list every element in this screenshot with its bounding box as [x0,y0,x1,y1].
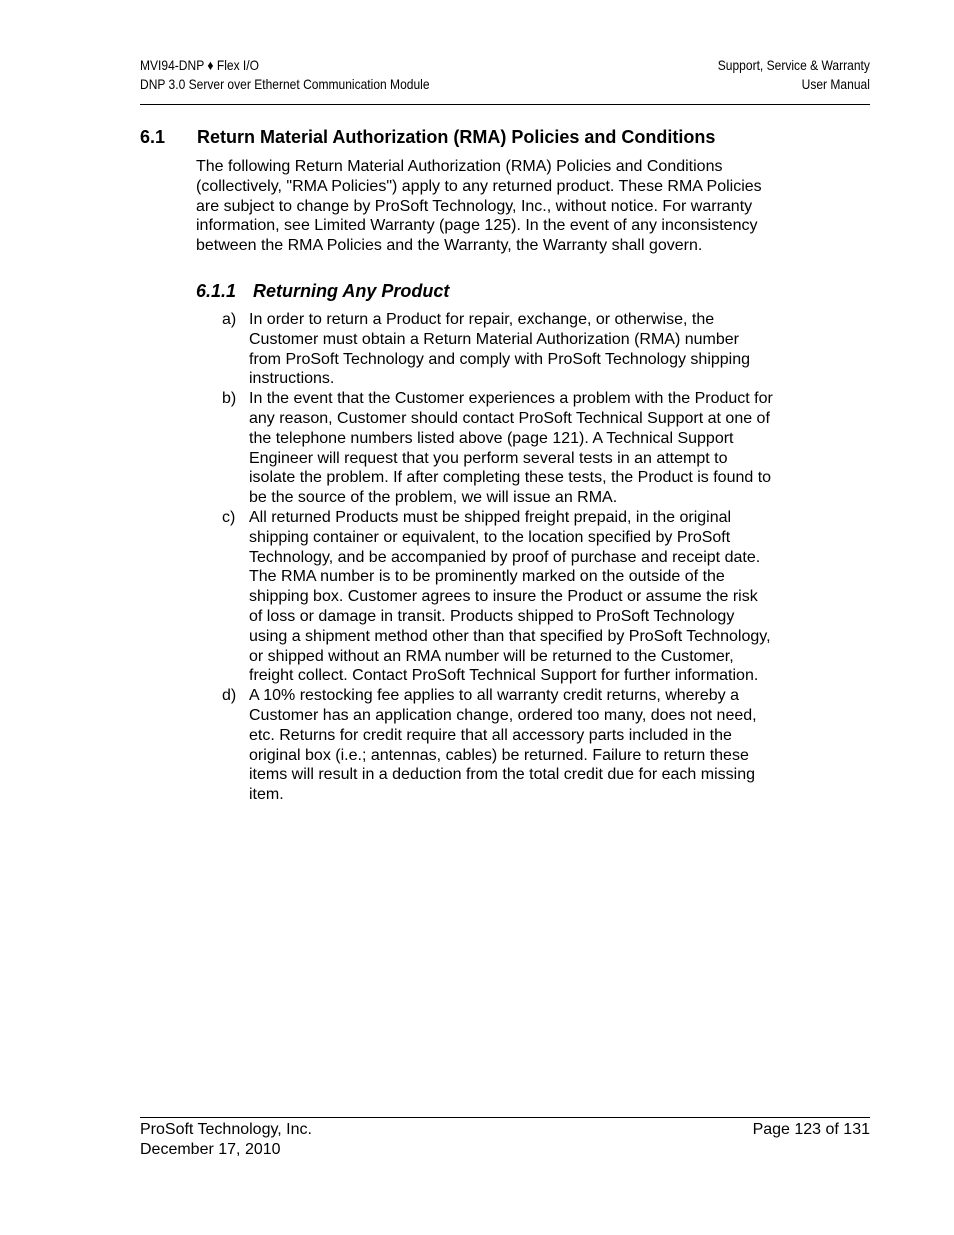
section-intro [196,157,836,256]
item-line: using a shipment method other than that specified by ProSoft Technology, [249,627,771,645]
list-item [222,508,822,686]
section-heading [140,126,870,148]
section-title: Return Material Authorization (RMA) Policies and Conditions [197,127,716,147]
item-line: In the event that the Customer experiences a problem with the Product for [249,390,773,408]
item-line: or shipped without an RMA number will be returned to the Customer, [249,647,734,665]
intro-line: The following Return Material Authorization (RMA) Policies and Conditions [196,158,723,175]
item-line: etc. Returns for credit require that all accessory parts included in the [249,726,732,744]
item-line: of loss or damage in transit. Products shipped to ProSoft Technology [249,607,735,625]
item-line: isolate the problem. If after completing these tests, the Product is found to [249,469,772,487]
list-marker: a) [222,311,237,328]
intro-line: between the RMA Policies and the Warranty, the Warranty shall govern. [196,237,703,255]
returns-list [222,310,822,805]
item-line: freight collect. Contact ProSoft Technical Support for further information. [249,667,759,685]
item-line: A 10% restocking fee applies to all warranty credit returns, whereby a [249,687,740,705]
page-number: Page 123 of 131 [752,1121,870,1138]
footer-company: ProSoft Technology, Inc. [140,1121,312,1138]
page-footer [140,1117,870,1159]
footer-date: December 17, 2010 [140,1140,281,1158]
item-line: the telephone numbers listed above (page 121). A Technical Support [249,429,734,447]
item-line: Customer must obtain a Return Material Authorization (RMA) number [249,330,739,348]
list-marker: c) [222,508,236,526]
list-marker: b) [222,390,237,408]
header-left [140,56,430,94]
intro-line: (collectively, "RMA Policies") apply to any returned product. These RMA Policies [196,177,762,195]
header-product: MVI94-DNP ♦ Flex I/O [140,57,259,73]
item-line: original box (i.e.; antennas, cables) be returned. Failure to return these [249,746,749,764]
list-marker: d) [222,687,237,705]
item-line: be the source of the problem, we will issue an RMA. [249,489,618,507]
item-line: All returned Products must be shipped freight prepaid, in the original [249,508,732,526]
item-line: shipping container or equivalent, to the location specified by ProSoft [249,528,731,546]
header-module: DNP 3.0 Server over Ethernet Communication Module [140,76,430,92]
item-line: any reason, Customer should contact ProSoft Technical Support at one of [249,409,770,427]
item-line: items will result in a deduction from the total credit due for each missing [249,766,756,784]
list-item [222,310,822,389]
header-doc-type: User Manual [801,76,870,92]
intro-line: are subject to change by ProSoft Technology, Inc., without notice. For warranty [196,197,753,215]
list-item [222,686,822,805]
item-line: The RMA number is to be prominently marked on the outside of the [249,568,725,586]
header-right [718,56,870,94]
footer-left [140,1120,312,1159]
subsection-title: Returning Any Product [253,281,450,301]
footer-right [753,1120,870,1140]
item-line: instructions. [249,370,335,388]
intro-line: information, see Limited Warranty (page 125). In the event of any inconsistency [196,217,758,235]
item-line: shipping box. Customer agrees to insure the Product or assume the risk [249,588,758,606]
subsection-number: 6.1.1 [196,281,237,301]
section-number: 6.1 [140,127,166,147]
header-chapter: Support, Service & Warranty [717,57,870,73]
list-item [222,389,822,508]
item-line: item. [249,786,284,804]
item-line: from ProSoft Technology and comply with ProSoft Technology shipping [249,350,751,368]
item-line: Customer has an application change, ordered too many, does not need, [249,706,757,724]
item-line: In order to return a Product for repair, exchange, or otherwise, the [249,311,715,328]
item-line: Engineer will request that you perform several tests in an attempt to [249,449,728,467]
subsection-heading [196,280,796,302]
page-header [140,56,870,105]
item-line: Technology, and be accompanied by proof of purchase and receipt date. [249,548,761,566]
